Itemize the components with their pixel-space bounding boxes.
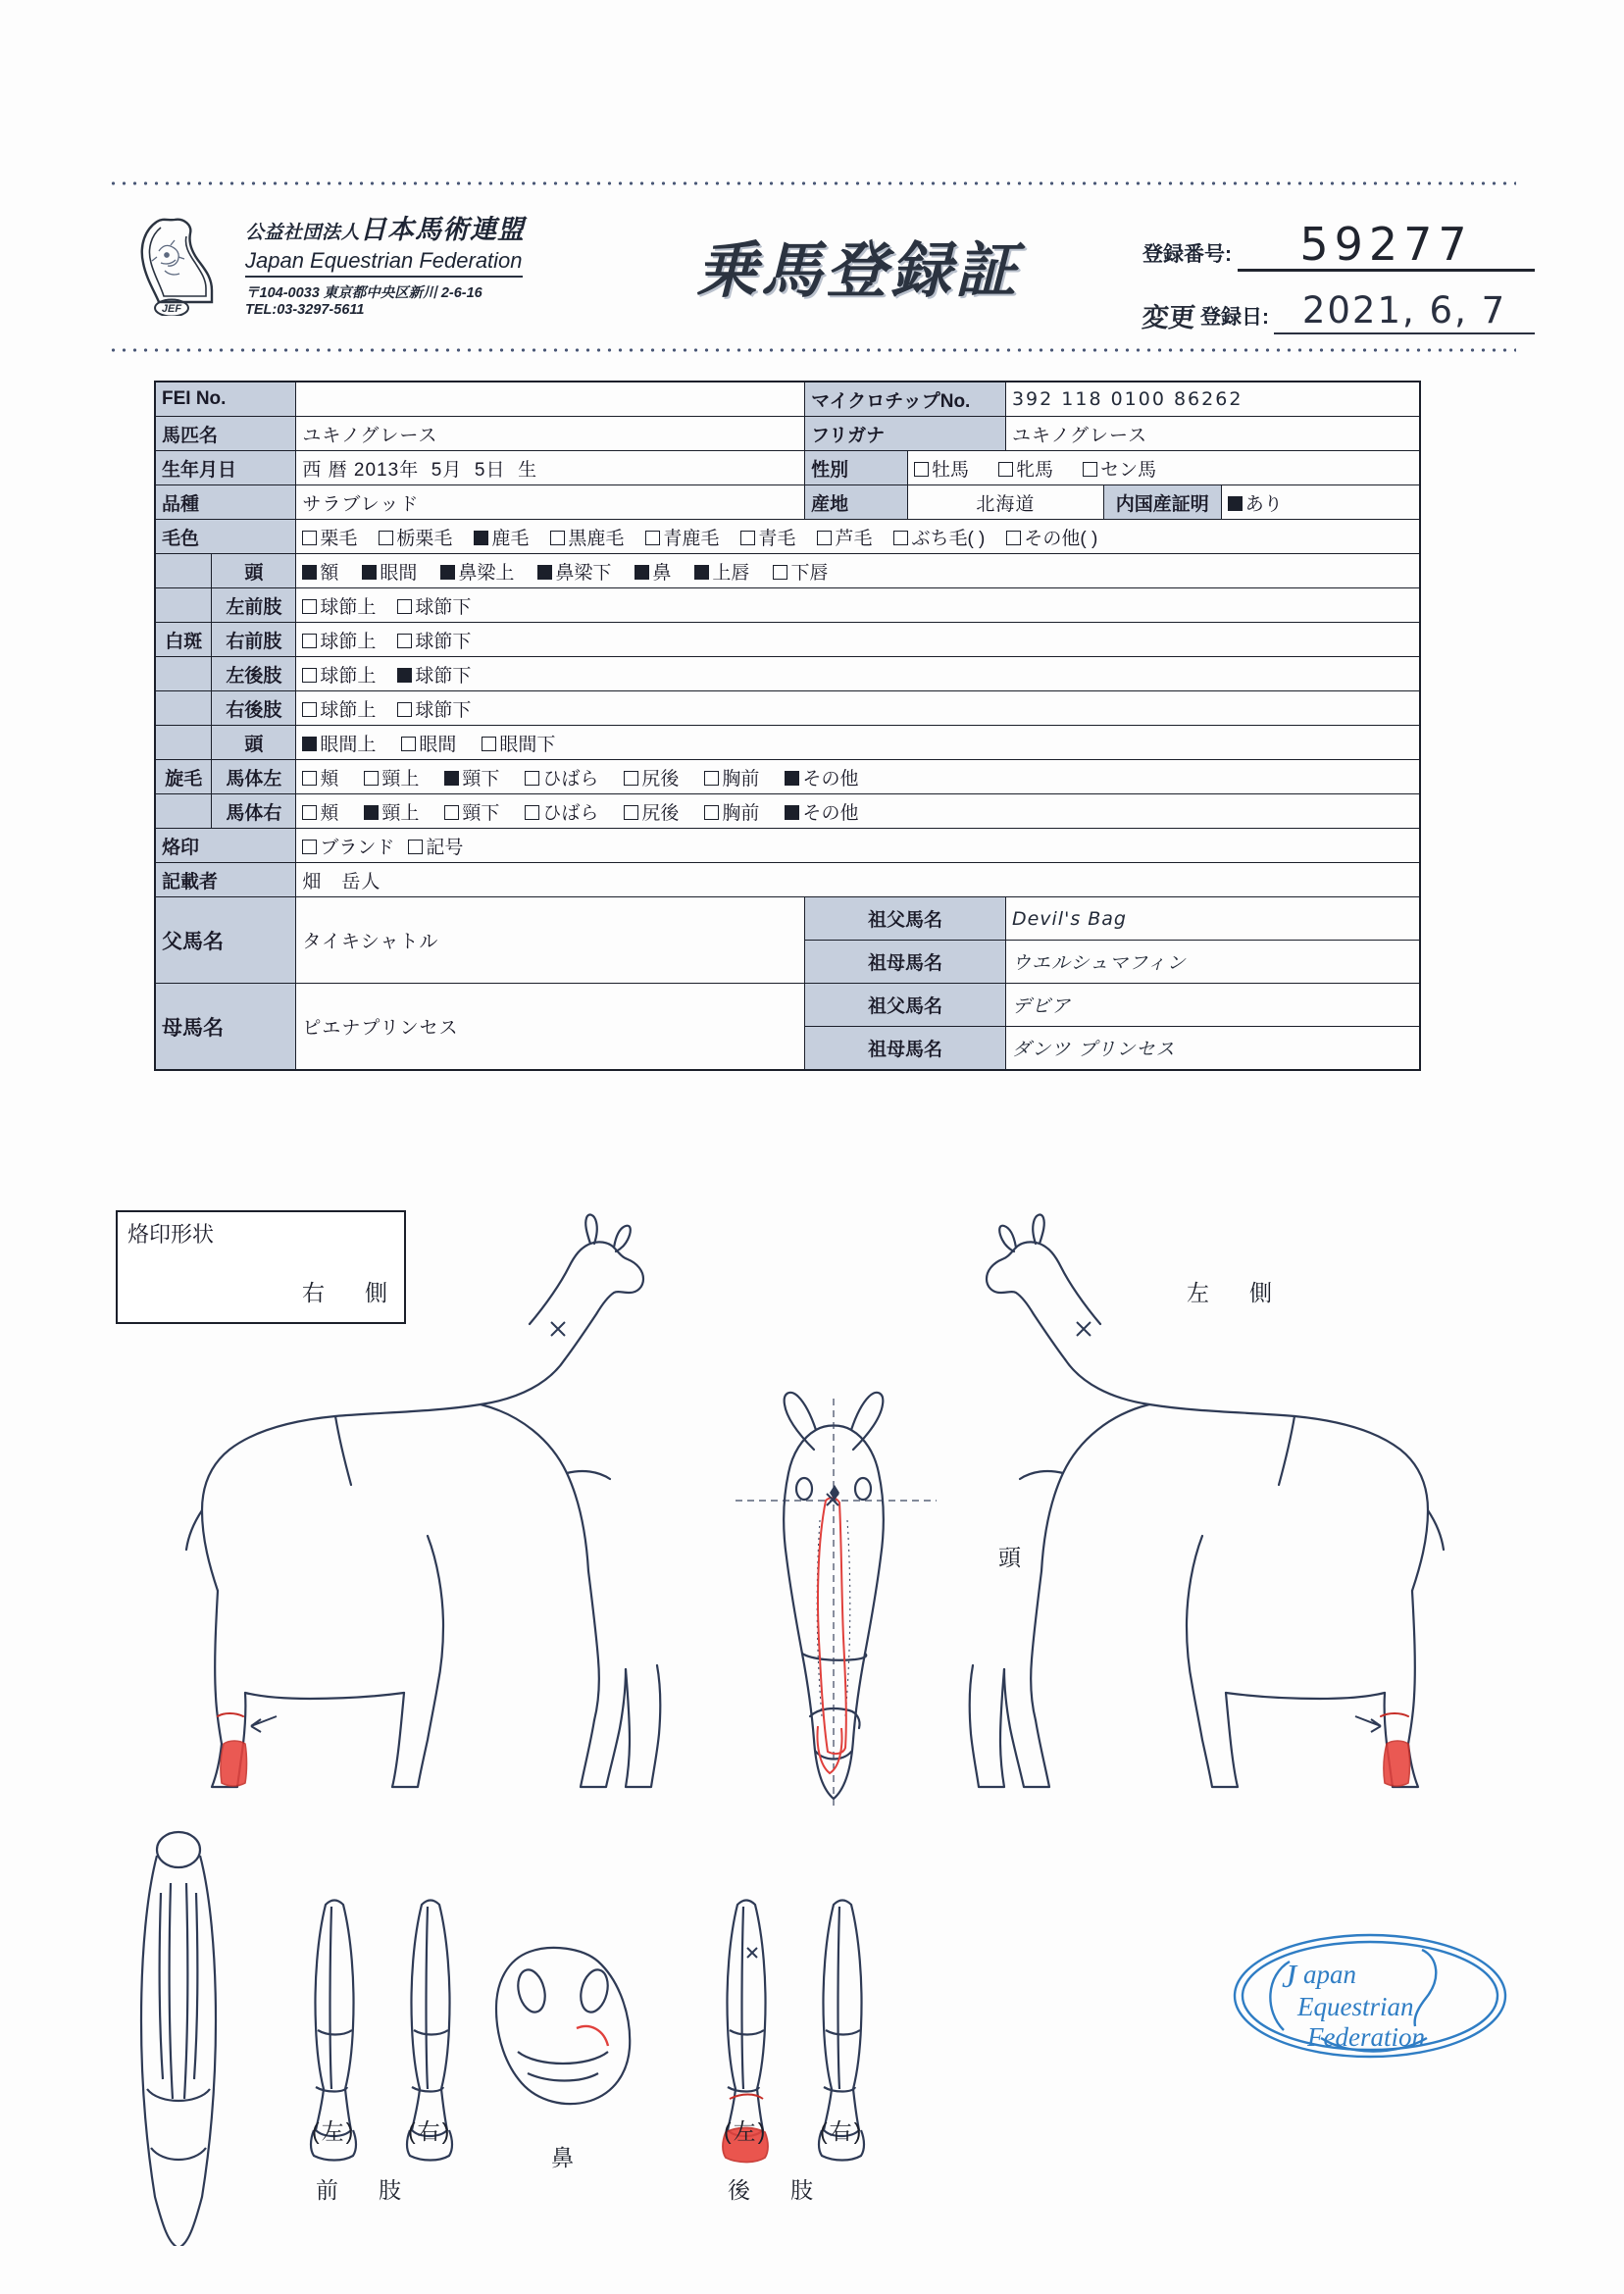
checkbox-label: ブランド: [320, 837, 395, 858]
checkbox-label: 頬: [320, 802, 339, 824]
checkbox-label: 下唇: [790, 562, 829, 584]
page-title: 乗馬登録証: [696, 237, 1021, 305]
head-view-label: 頭: [998, 1545, 1023, 1570]
checkbox-option[interactable]: [537, 563, 611, 584]
birth-year-unit: 年: [399, 459, 420, 481]
svg-text:JEF: JEF: [161, 303, 182, 315]
fei-no-label: FEI No.: [155, 382, 296, 417]
table-row-birth: [155, 451, 1420, 485]
table-row-name: [155, 417, 1420, 451]
checkbox-empty-icon[interactable]: [704, 771, 719, 786]
checkbox-checked-icon[interactable]: [694, 565, 709, 580]
white-options-2[interactable]: [296, 657, 1420, 691]
checkbox-option[interactable]: [893, 529, 985, 549]
domestic-cert-option[interactable]: [1221, 485, 1420, 520]
checkbox-empty-icon[interactable]: [482, 737, 496, 751]
recorder-label: 記載者: [155, 863, 296, 897]
whorl-side-label-1: 馬体右: [212, 794, 296, 829]
origin-label: 産地: [805, 485, 908, 520]
checkbox-empty-icon[interactable]: [302, 805, 317, 820]
microchip-value[interactable]: 392 118 0100 86262: [1005, 382, 1420, 417]
table-row-breed: [155, 485, 1420, 520]
right-side-label: 右 側: [302, 1280, 396, 1305]
checkbox-checked-icon[interactable]: [634, 565, 649, 580]
registration-number-label: 登録番号:: [1142, 243, 1232, 266]
whorl-side-label-0: 馬体左: [212, 760, 296, 794]
checkbox-option[interactable]: [785, 803, 858, 824]
checkbox-empty-icon[interactable]: [525, 771, 539, 786]
white-label-spacer-d: [155, 691, 212, 726]
sex-options[interactable]: [908, 451, 1420, 485]
checkbox-empty-icon[interactable]: [302, 599, 317, 614]
horse-name-value[interactable]: ユキノグレース: [296, 417, 805, 451]
checkbox-empty-icon[interactable]: [397, 702, 412, 717]
checkbox-label: あり: [1244, 493, 1283, 515]
checkbox-checked-icon[interactable]: [397, 668, 412, 683]
checkbox-empty-icon[interactable]: [397, 634, 412, 648]
breed-label: 品種: [155, 485, 296, 520]
checkbox-empty-icon[interactable]: [914, 462, 929, 477]
whorl-label-spacer-b: [155, 794, 212, 829]
coat-color-label: 毛色: [155, 520, 296, 554]
table-row-sire-grandsire: [155, 897, 1420, 941]
white-label-spacer-b: [155, 588, 212, 623]
checkbox-label: 青鹿毛: [663, 528, 720, 549]
dam-granddam-value[interactable]: ダンツ プリンセス: [1005, 1027, 1420, 1071]
checkbox-checked-icon[interactable]: [785, 805, 799, 820]
white-limb-label-1: 右前肢: [212, 623, 296, 657]
nose-view-label: 鼻: [551, 2145, 576, 2170]
checkbox-empty-icon[interactable]: [525, 805, 539, 820]
horse-outline-drawings: [108, 1206, 1520, 2246]
checkbox-label: 牝馬: [1016, 459, 1054, 481]
table-row-recorder: [155, 863, 1420, 897]
checkbox-empty-icon[interactable]: [302, 840, 317, 854]
checkbox-option[interactable]: [704, 769, 759, 790]
checkbox-option[interactable]: [302, 529, 357, 549]
checkbox-option[interactable]: [302, 666, 376, 687]
checkbox-empty-icon[interactable]: [444, 805, 459, 820]
checkbox-option[interactable]: [704, 803, 759, 824]
checkbox-option[interactable]: [1228, 494, 1283, 515]
checkbox-option[interactable]: [624, 803, 679, 824]
org-address: 〒104-0033 東京都中央区新川 2-6-16: [245, 285, 482, 301]
official-seal-stamp: [1231, 1922, 1510, 2069]
dam-granddam-label: 祖母馬名: [805, 1027, 1006, 1071]
birth-prefix: 西 暦: [302, 459, 348, 481]
checkbox-option[interactable]: [550, 529, 624, 549]
dam-grandsire-label: 祖父馬名: [805, 984, 1006, 1027]
head-marking-options[interactable]: [296, 554, 1420, 588]
table-row-white-1: [155, 623, 1420, 657]
sire-grandsire-value[interactable]: Devil's Bag: [1005, 897, 1420, 941]
checkbox-label: 頬: [320, 768, 339, 790]
checkbox-empty-icon[interactable]: [302, 668, 317, 683]
top-dotted-divider: [108, 178, 1516, 188]
checkbox-empty-icon[interactable]: [624, 805, 638, 820]
white-label-spacer-c: [155, 657, 212, 691]
checkbox-option[interactable]: [694, 563, 749, 584]
table-row-brand: [155, 829, 1420, 863]
org-telephone: TEL:03-3297-5611: [245, 302, 365, 318]
microchip-label: マイクロチップNo.: [805, 382, 1006, 417]
checkbox-option[interactable]: [1006, 529, 1097, 549]
checkbox-label: 芦毛: [835, 528, 873, 549]
seal-line-3: Federation: [1307, 2022, 1425, 2052]
checkbox-label: 眼間: [419, 734, 457, 755]
checkbox-checked-icon[interactable]: [444, 771, 459, 786]
birth-day: 5: [474, 459, 486, 481]
table-row-head-marking: [155, 554, 1420, 588]
checkbox-option[interactable]: [773, 563, 828, 584]
checkbox-empty-icon[interactable]: [893, 531, 908, 545]
breed-value[interactable]: サラブレッド: [296, 485, 805, 520]
checkbox-option[interactable]: [740, 529, 795, 549]
whorl-options-1[interactable]: [296, 794, 1420, 829]
checkbox-checked-icon[interactable]: [364, 805, 379, 820]
checkbox-label: 眼間下: [499, 734, 556, 755]
table-row-coat: [155, 520, 1420, 554]
seal-line-1: apan: [1303, 1960, 1356, 1989]
checkbox-empty-icon[interactable]: [817, 531, 832, 545]
checkbox-option[interactable]: [444, 769, 499, 790]
registration-date-label: 登録日:: [1200, 306, 1269, 329]
white-options-0[interactable]: [296, 588, 1420, 623]
white-section-label: 白斑: [155, 623, 212, 657]
checkbox-label: 球節下: [415, 665, 472, 687]
checkbox-checked-icon[interactable]: [302, 565, 317, 580]
registration-date-value: 2021, 6, 7: [1274, 289, 1535, 334]
table-row-whorl-left: [155, 760, 1420, 794]
whorl-head-label: 頭: [212, 726, 296, 760]
checkbox-checked-icon[interactable]: [474, 531, 488, 545]
whorl-label-spacer-a: [155, 726, 212, 760]
sire-granddam-label: 祖母馬名: [805, 941, 1006, 984]
checkbox-option[interactable]: [362, 563, 417, 584]
hind-right-label: (右): [820, 2118, 864, 2144]
checkbox-option[interactable]: [302, 838, 394, 858]
birth-day-unit: 日: [485, 459, 506, 481]
hind-left-label: (左): [724, 2118, 768, 2144]
checkbox-label: ひばら: [542, 768, 599, 790]
checkbox-option[interactable]: [525, 803, 598, 824]
checkbox-empty-icon[interactable]: [302, 771, 317, 786]
registration-number-value: 59277: [1238, 222, 1535, 272]
checkbox-label: 胸前: [722, 802, 760, 824]
checkbox-label: 額: [320, 562, 339, 584]
birth-suffix: 生: [518, 459, 538, 481]
head-marking-label: 頭: [212, 554, 296, 588]
checkbox-label: 栃栗毛: [396, 528, 453, 549]
checkbox-empty-icon[interactable]: [550, 531, 565, 545]
checkbox-empty-icon[interactable]: [379, 531, 393, 545]
checkbox-option[interactable]: [302, 769, 338, 790]
table-row-white-2: [155, 657, 1420, 691]
brand-shape-label: 烙印形状: [127, 1222, 215, 1247]
checkbox-empty-icon[interactable]: [645, 531, 660, 545]
checkbox-option[interactable]: [302, 700, 376, 721]
checkbox-option[interactable]: [302, 563, 338, 584]
checkbox-checked-icon[interactable]: [362, 565, 377, 580]
checkbox-option[interactable]: [364, 769, 419, 790]
table-row-whorl-head: [155, 726, 1420, 760]
checkbox-option[interactable]: [379, 529, 452, 549]
horse-diagram-area: [108, 1206, 1520, 2246]
checkbox-label: 眼間: [380, 562, 418, 584]
white-label-spacer-a: [155, 554, 212, 588]
brand-options[interactable]: [296, 829, 1420, 863]
registration-block: [1141, 218, 1535, 334]
checkbox-empty-icon[interactable]: [397, 599, 412, 614]
white-limb-label-2: 左後肢: [212, 657, 296, 691]
checkbox-empty-icon[interactable]: [302, 702, 317, 717]
bottom-dotted-divider: [108, 345, 1516, 355]
checkbox-option[interactable]: [1083, 460, 1156, 481]
checkbox-option[interactable]: [817, 529, 872, 549]
birth-date-value[interactable]: [296, 451, 805, 485]
checkbox-option[interactable]: [302, 803, 338, 824]
sire-label: 父馬名: [155, 897, 296, 984]
checkbox-option[interactable]: [408, 838, 463, 858]
white-options-3[interactable]: [296, 691, 1420, 726]
left-side-label: 左 側: [1187, 1280, 1281, 1305]
checkbox-label: ぶち毛( ): [911, 528, 986, 549]
horse-details-table: [154, 381, 1421, 1071]
checkbox-empty-icon[interactable]: [401, 737, 416, 751]
table-row-white-3: [155, 691, 1420, 726]
org-prefix: 公益社団法人: [245, 223, 361, 243]
checkbox-empty-icon[interactable]: [704, 805, 719, 820]
checkbox-option[interactable]: [444, 803, 499, 824]
checkbox-label: セン馬: [1100, 459, 1157, 481]
front-limb-label: 前 肢: [316, 2177, 410, 2203]
table-row-whorl-right: [155, 794, 1420, 829]
checkbox-label: 頸上: [381, 768, 420, 790]
front-right-label: (右): [408, 2118, 452, 2144]
checkbox-option[interactable]: [525, 769, 598, 790]
origin-value[interactable]: 北海道: [908, 485, 1104, 520]
checkbox-empty-icon[interactable]: [773, 565, 787, 580]
checkbox-label: その他: [802, 768, 859, 790]
checkbox-label: 青毛: [758, 528, 796, 549]
checkbox-option[interactable]: [474, 529, 529, 549]
checkbox-option[interactable]: [397, 666, 471, 687]
sire-grandsire-label: 祖父馬名: [805, 897, 1006, 941]
white-limb-label-3: 右後肢: [212, 691, 296, 726]
checkbox-option[interactable]: [634, 563, 671, 584]
checkbox-label: ひばら: [542, 802, 599, 824]
fei-no-value[interactable]: [296, 382, 805, 417]
checkbox-label: 球節下: [415, 596, 472, 618]
checkbox-label: 記号: [426, 837, 464, 858]
checkbox-label: 球節下: [415, 699, 472, 721]
checkbox-label: 球節上: [320, 699, 377, 721]
checkbox-option[interactable]: [401, 735, 456, 755]
checkbox-label: 牡馬: [932, 459, 970, 481]
horse-name-label: 馬匹名: [155, 417, 296, 451]
table-row-dam-grandsire: [155, 984, 1420, 1027]
table-row-fei: [155, 382, 1420, 417]
checkbox-label: 栗毛: [320, 528, 358, 549]
checkbox-empty-icon[interactable]: [364, 771, 379, 786]
checkbox-label: 上唇: [712, 562, 750, 584]
brand-label: 烙印: [155, 829, 296, 863]
furigana-label: フリガナ: [805, 417, 1006, 451]
birth-year: 2013: [353, 459, 400, 481]
dam-grandsire-value[interactable]: デビア: [1005, 984, 1420, 1027]
birth-month-unit: 月: [442, 459, 463, 481]
checkbox-option[interactable]: [302, 735, 376, 755]
checkbox-option[interactable]: [998, 460, 1053, 481]
checkbox-label: 球節上: [320, 596, 377, 618]
checkbox-option[interactable]: [645, 529, 719, 549]
svg-text:J: J: [1282, 1959, 1297, 1995]
checkbox-label: 球節上: [320, 631, 377, 652]
hind-limb-label: 後 肢: [728, 2177, 822, 2203]
sire-granddam-value[interactable]: ウエルシュマフィン: [1005, 941, 1420, 984]
checkbox-option[interactable]: [302, 632, 376, 652]
seal-line-2: Equestrian: [1297, 1992, 1414, 2021]
checkbox-label: 頸下: [462, 802, 500, 824]
checkbox-option[interactable]: [482, 735, 555, 755]
checkbox-option[interactable]: [914, 460, 969, 481]
birth-date-label: 生年月日: [155, 451, 296, 485]
recorder-value[interactable]: 畑 岳人: [296, 863, 1420, 897]
organization-block: [245, 208, 598, 318]
whorl-section-label: 旋毛: [155, 760, 212, 794]
checkbox-label: 鼻: [652, 562, 672, 584]
checkbox-empty-icon[interactable]: [1083, 462, 1097, 477]
sex-label: 性別: [805, 451, 908, 485]
checkbox-option[interactable]: [302, 597, 376, 618]
checkbox-empty-icon[interactable]: [302, 531, 317, 545]
org-name-jp: 日本馬術連盟: [360, 215, 526, 244]
checkbox-empty-icon[interactable]: [408, 840, 423, 854]
checkbox-label: 頸上: [381, 802, 420, 824]
checkbox-label: 尻後: [641, 802, 680, 824]
dam-label: 母馬名: [155, 984, 296, 1071]
change-stamp: 変更: [1141, 303, 1197, 332]
checkbox-option[interactable]: [364, 803, 419, 824]
checkbox-label: 尻後: [641, 768, 680, 790]
checkbox-option[interactable]: [397, 700, 471, 721]
checkbox-label: 鼻梁上: [458, 562, 515, 584]
checkbox-label: 眼間上: [320, 734, 377, 755]
furigana-value[interactable]: ユキノグレース: [1005, 417, 1420, 451]
checkbox-label: 鼻梁下: [555, 562, 612, 584]
white-options-1[interactable]: [296, 623, 1420, 657]
checkbox-label: 球節上: [320, 665, 377, 687]
checkbox-label: 頸下: [462, 768, 500, 790]
coat-color-options[interactable]: [296, 520, 1420, 554]
whorl-head-options[interactable]: [296, 726, 1420, 760]
white-limb-label-0: 左前肢: [212, 588, 296, 623]
checkbox-option[interactable]: [624, 769, 679, 790]
checkbox-empty-icon[interactable]: [740, 531, 755, 545]
checkbox-label: その他: [802, 802, 859, 824]
checkbox-option[interactable]: [397, 597, 471, 618]
checkbox-label: 黒鹿毛: [568, 528, 625, 549]
checkbox-checked-icon[interactable]: [302, 737, 317, 751]
certificate-header: [108, 194, 1516, 339]
checkbox-empty-icon[interactable]: [302, 634, 317, 648]
checkbox-option[interactable]: [397, 632, 471, 652]
checkbox-empty-icon[interactable]: [624, 771, 638, 786]
checkbox-empty-icon[interactable]: [1006, 531, 1021, 545]
checkbox-label: 胸前: [722, 768, 760, 790]
sire-value[interactable]: タイキシャトル: [296, 897, 805, 984]
checkbox-checked-icon[interactable]: [1228, 496, 1243, 511]
checkbox-label: 鹿毛: [491, 528, 530, 549]
checkbox-checked-icon[interactable]: [440, 565, 455, 580]
domestic-cert-label: 内国産証明: [1103, 485, 1221, 520]
checkbox-checked-icon[interactable]: [537, 565, 552, 580]
front-left-label: (左): [312, 2118, 356, 2144]
dam-value[interactable]: ピエナプリンセス: [296, 984, 805, 1071]
checkbox-label: その他( ): [1024, 528, 1098, 549]
checkbox-option[interactable]: [785, 769, 858, 790]
table-row-white-0: [155, 588, 1420, 623]
checkbox-checked-icon[interactable]: [785, 771, 799, 786]
checkbox-label: 球節下: [415, 631, 472, 652]
birth-month: 5: [431, 459, 443, 481]
org-name-en: Japan Equestrian Federation: [245, 248, 523, 278]
jef-logo-icon: [127, 206, 235, 316]
checkbox-option[interactable]: [440, 563, 514, 584]
checkbox-empty-icon[interactable]: [998, 462, 1013, 477]
whorl-options-0[interactable]: [296, 760, 1420, 794]
